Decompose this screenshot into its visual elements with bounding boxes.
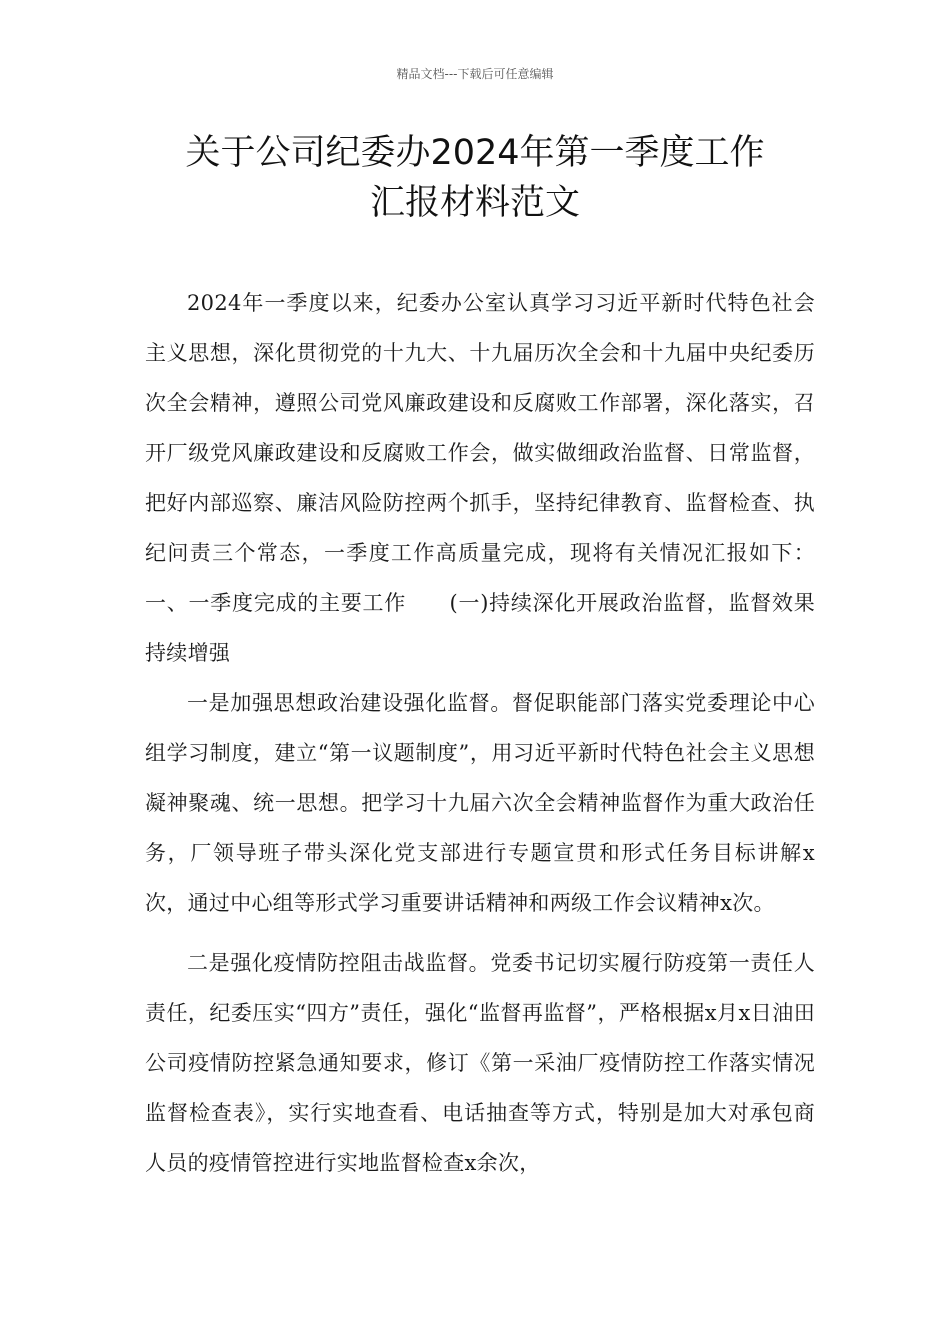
title-line-2: 汇报材料范文 xyxy=(369,183,580,223)
paragraph-intro: 2024年一季度以来，纪委办公室认真学习习近平新时代特色社会主义思想，深化贯彻党的十九大、十九届历次全会和十九届中央纪委历次全会精神，遵照公司党风廉政建设和反腐败工作部署，深化落实，召开厂级党风廉政建设和反腐败工作会，做实做细政治监督、日常监督，把好内部巡察、廉洁风险防控两个抓手，坚持纪律教育、监督检查、执纪问责三个常态，一季度工作高质量完成，现将有关情况汇报如下：一、一季度完成的主要工作 (一)持续深化开展政治监督，监督效果持续增强 xyxy=(145,291,815,665)
header-watermark: 精品文档---下载后可任意编辑 xyxy=(396,67,554,81)
document-title xyxy=(120,128,830,228)
title-line-1: 关于公司纪委办2024年第一季度工作 xyxy=(185,133,765,173)
paragraph-political-building: 一是加强思想政治建设强化监督。督促职能部门落实党委理论中心组学习制度，建立“第一议题制度”，用习近平新时代特色社会主义思想凝神聚魂、统一思想。把学习十九届六次全会精神监督作为重大政治任务，厂领导班子带头深化党支部进行专题宣贯和形式任务目标讲解x次，通过中心组等形式学习重要讲话精神和两级工作会议精神x次。 xyxy=(145,691,815,915)
paragraph-epidemic-supervision: 二是强化疫情防控阻击战监督。党委书记切实履行防疫第一责任人责任，纪委压实“四方”责任，强化“监督再监督”，严格根据x月x日油田公司疫情防控紧急通知要求，修订《第一采油厂疫情防控工作落实情况监督检查表》，实行实地查看、电话抽查等方式，特别是加大对承包商人员的疫情管控进行实地监督检查x余次， xyxy=(145,951,815,1175)
document-body xyxy=(145,278,815,1188)
